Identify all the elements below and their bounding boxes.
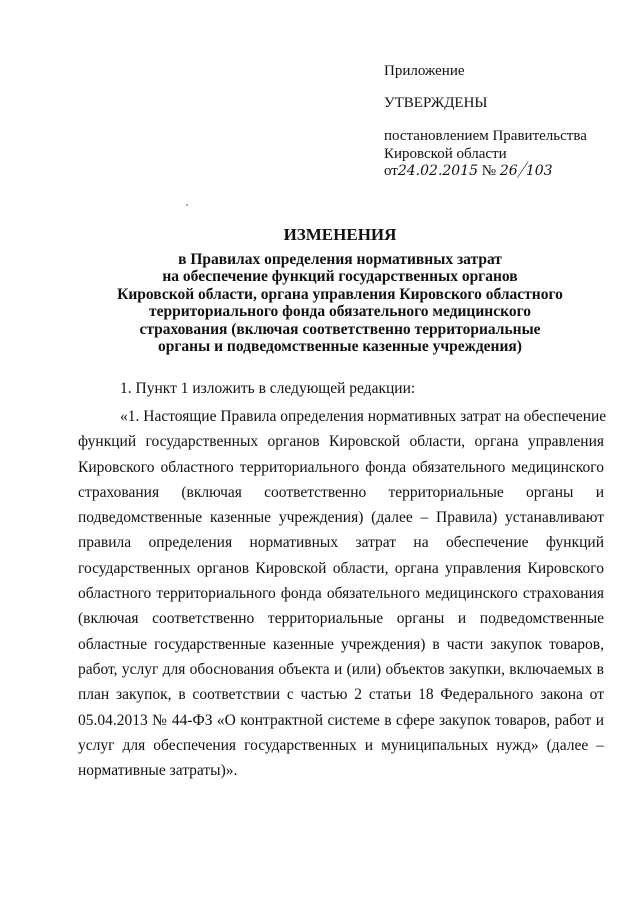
title-main: ИЗМЕНЕНИЯ [283,225,397,244]
paragraph-line: 05.04.2013 № 44-ФЗ «О контрактной системе в сфере закупок товаров, работ и [78,711,604,729]
handwritten-number-a: 26 [499,163,518,179]
paragraph-line: план закупок, в соответствии с частью 2 статьи 18 Федерального закона от [78,686,604,704]
amendment-lead: 1. Пункт 1 изложить в следующей редакции: [120,380,416,397]
title-line: в Правилах определения нормативных затрат [178,250,502,268]
paragraph-line: областные государственные казенные учреждения) в части закупок товаров, [78,635,604,653]
paragraph-line: нормативные затраты)». [78,762,238,780]
title-line: страхования (включая соответственно территориальные [139,320,541,338]
title-line: органы и подведомственные казенные учреждения) [158,338,522,355]
paragraph-line: подведомственные казенные учреждения) (далее – Правила) устанавливают [78,509,604,527]
handwritten-date: 24.02.2015 [397,163,479,179]
paragraph-line: (включая соответственно территориальные органы и подведомственные [78,610,604,628]
date-prefix: от [384,163,398,179]
paragraph-line: услуг для обеспечения государственных и муниципальных нужд» (далее – [78,736,604,754]
approved-label: УТВЕРЖДЕНЫ [384,95,488,111]
number-sign: № [481,163,497,179]
paragraph-line: Кировского областного территориального фонда обязательного медицинского [78,458,604,476]
title-line: территориального фонда обязательного медицинского [149,303,531,320]
paragraph-line: «1. Настоящие Правила определения нормативных затрат на обеспечение [120,408,607,425]
document-title [70,226,610,356]
decree-date-number [384,158,553,184]
handwritten-number-b: 103 [525,163,553,179]
paragraph-line: функций государственных органов Кировской области, органа управления [78,433,604,451]
appendix-label: Приложение [384,63,465,79]
decree-line-2: Кировской области [384,146,507,162]
amendment-paragraph [78,404,607,783]
title-line: на обеспечение функций государственных органов [162,268,518,285]
handwritten-slash: / [513,158,530,184]
paragraph-line: государственных органов Кировской области, органа управления Кировского [78,559,604,577]
paragraph-line: правила определения нормативных затрат на обеспечение функций [78,534,604,552]
paragraph-line: областного территориального фонда обязательного медицинского страхования [78,585,604,603]
scan-speck [186,204,188,206]
paragraph-line: страхования (включая соответственно территориальные органы и [78,483,604,501]
decree-line-1: постановлением Правительства [384,128,587,144]
title-line: Кировской области, органа управления Кировского областного [117,285,563,303]
paragraph-line: работ, услуг для обоснования объекта и (или) объектов закупки, включаемых в [78,660,604,678]
